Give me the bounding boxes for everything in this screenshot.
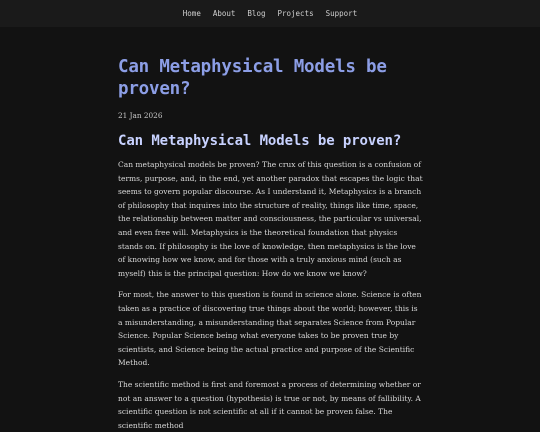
article-paragraph-1: Can metaphysical models be proven? The crux of this question is a confusion of terms, purpose, and, in the end, yet another paradox that escapes the logic that seems to govern popular discourse. As I understand it, Metaphysics is a branch of philosophy that inquires into the structure of reality, things like time, space, the relationship between matter and consciousness, the particular vs universal, and even free will. Metaphysics is the theoretical foundation that physics stands on. If philosophy is the love of knowledge, then metaphysics is the love of knowing how we know, and for those with a truly anxious mind (such as myself) this is the principal question: How do we know we know? (118, 160, 423, 278)
post-date: 21 Jan 2026 (118, 111, 163, 120)
nav-link-support[interactable]: Support (325, 9, 358, 18)
nav-link-blog[interactable]: Blog (247, 9, 266, 18)
nav-link-home[interactable]: Home (182, 9, 201, 18)
page-title: Can Metaphysical Models be proven? (118, 57, 387, 99)
nav-link-projects[interactable]: Projects (277, 9, 314, 18)
article-paragraph-3: The scientific method is first and foremost a process of determining whether or not an answer to a question (hypothesis) is true or not, by means of fallibility. A scientific question is not scientific at all if it cannot be proven false. The scientific method (118, 379, 421, 430)
article-content (118, 27, 423, 432)
article-paragraph-2: For most, the answer to this question is found in science alone. Science is often taken as a practice of discovering true things about the world; however, this is a misunderstanding, a misunderstanding that separates Science from Popular Science. Popular Science being what everyone takes to be proven true by scientists, and Science being the actual practice and purpose of the Scientific Method. (118, 290, 422, 368)
section-heading: Can Metaphysical Models be proven? (118, 133, 402, 149)
top-navigation-bar (0, 0, 540, 27)
nav-link-about[interactable]: About (212, 9, 236, 18)
